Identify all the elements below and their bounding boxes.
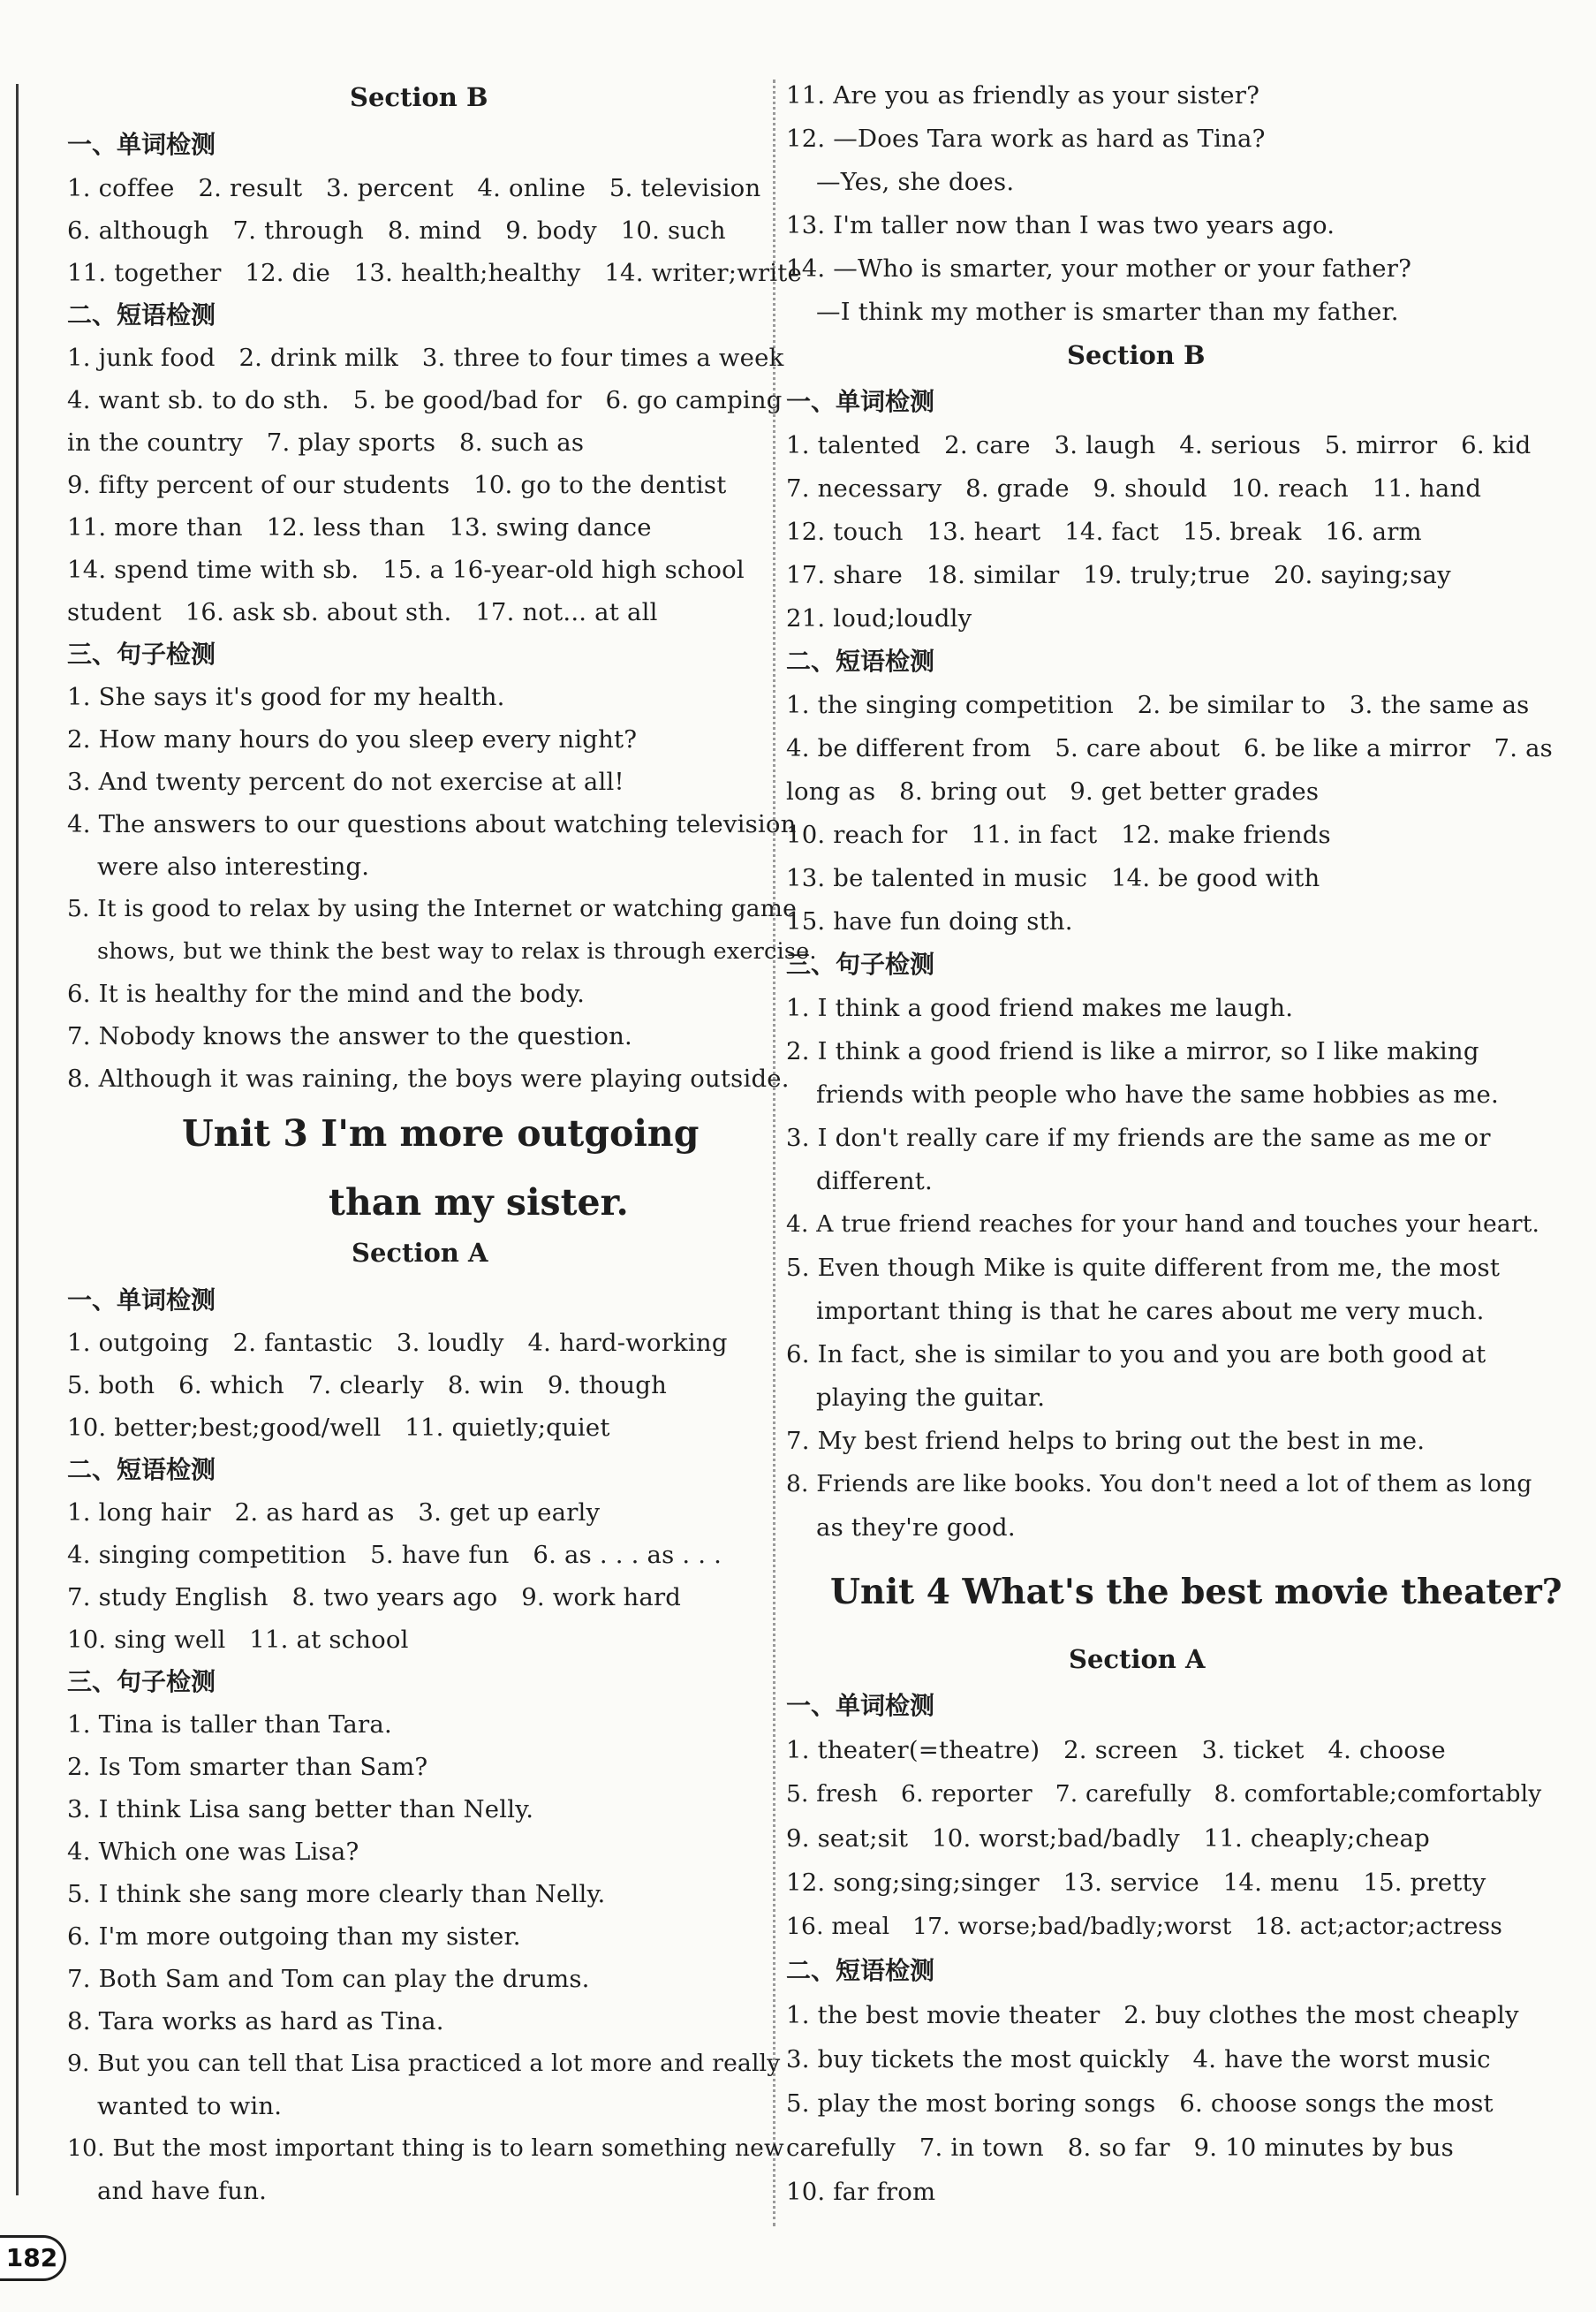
heading-word-test: 一、单词检测 (786, 1691, 935, 1720)
answer-line: 5. both 6. which 7. clearly 8. win 9. though (67, 1371, 668, 1399)
answer-line: 7. Both Sam and Tom can play the drums. (67, 1965, 590, 1993)
answer-line: 3. I think Lisa sang better than Nelly. (67, 1795, 534, 1823)
answer-line: 3. I don't really care if my friends are the same as me or (786, 1124, 1491, 1152)
answer-line: 10. better;best;good/well 11. quietly;quiet (67, 1414, 610, 1442)
answer-line: important thing is that he cares about me very much. (816, 1297, 1485, 1325)
answer-line: 14. —Who is smarter, your mother or your father? (786, 254, 1412, 283)
answer-line: 12. song;sing;singer 13. service 14. menu 15. pretty (786, 1869, 1486, 1897)
answer-line: 1. long hair 2. as hard as 3. get up early (67, 1498, 601, 1527)
heading-phrase-test: 二、短语检测 (786, 1956, 935, 1985)
heading-sentence-test: 三、句子检测 (786, 950, 935, 979)
answer-line: 1. She says it's good for my health. (67, 683, 505, 711)
answer-line: 10. reach for 11. in fact 12. make friends (786, 821, 1331, 849)
answer-line: different. (816, 1167, 933, 1195)
heading-phrase-test: 二、短语检测 (67, 300, 216, 330)
answer-line: 6. It is healthy for the mind and the body. (67, 980, 586, 1008)
answer-line: 2. Is Tom smarter than Sam? (67, 1753, 428, 1781)
answer-line: 11. Are you as friendly as your sister? (786, 81, 1260, 110)
section-title: Section B (350, 82, 488, 112)
answer-line: 4. singing competition 5. have fun 6. as . . . as . . . (67, 1541, 722, 1569)
answer-line: 1. talented 2. care 3. laugh 4. serious 5. mirror 6. kid (786, 431, 1532, 459)
answer-line: 2. How many hours do you sleep every night? (67, 725, 638, 754)
answer-line: 2. I think a good friend is like a mirror, so I like making (786, 1037, 1479, 1065)
heading-word-test: 一、单词检测 (786, 387, 935, 416)
answer-line: long as 8. bring out 9. get better grades (786, 777, 1320, 806)
heading-word-test: 一、单词检测 (67, 1285, 216, 1315)
answer-line: 1. Tina is taller than Tara. (67, 1710, 392, 1739)
answer-line: 7. necessary 8. grade 9. should 10. reach 11. hand (786, 474, 1482, 503)
answer-line: 6. although 7. through 8. mind 9. body 10. such (67, 216, 726, 245)
answer-line: were also interesting. (97, 853, 370, 881)
answer-line: 8. Although it was raining, the boys were playing outside. (67, 1065, 790, 1093)
answer-line: 3. And twenty percent do not exercise at all! (67, 768, 624, 796)
answer-line: 9. seat;sit 10. worst;bad/badly 11. cheaply;cheap (786, 1824, 1430, 1853)
answer-line: in the country 7. play sports 8. such as (67, 428, 585, 457)
answer-line: carefully 7. in town 8. so far 9. 10 minutes by bus (786, 2134, 1454, 2162)
answer-line: 5. fresh 6. reporter 7. carefully 8. comfortable;comfortably (786, 1780, 1542, 1808)
answer-line: as they're good. (816, 1513, 1016, 1542)
unit-title: Unit 3 I'm more outgoing (182, 1112, 700, 1155)
answer-line: 6. In fact, she is similar to you and you are both good at (786, 1340, 1486, 1368)
answer-line: 10. far from (786, 2178, 936, 2206)
answer-line: 12. —Does Tara work as hard as Tina? (786, 125, 1266, 153)
answer-line: 7. My best friend helps to bring out the best in me. (786, 1427, 1426, 1455)
unit-title: Unit 4 What's the best movie theater? (830, 1572, 1562, 1612)
answer-line: wanted to win. (97, 2092, 283, 2120)
answer-line: 11. more than 12. less than 13. swing dance (67, 513, 652, 542)
heading-word-test: 一、单词检测 (67, 130, 216, 159)
answer-line: 11. together 12. die 13. health;healthy 14. writer;write (67, 259, 803, 287)
answer-line: student 16. ask sb. about sth. 17. not... at all (67, 598, 658, 626)
answer-line: 8. Friends are like books. You don't need a lot of them as long (786, 1470, 1532, 1497)
answer-line: 5. play the most boring songs 6. choose songs the most (786, 2089, 1494, 2118)
answer-line: 13. be talented in music 14. be good with (786, 864, 1320, 892)
answer-line: 14. spend time with sb. 15. a 16-year-old high school (67, 556, 745, 584)
page-number: 182 (0, 2235, 66, 2281)
answer-line: 3. buy tickets the most quickly 4. have the worst music (786, 2045, 1491, 2073)
answer-line: 5. It is good to relax by using the Internet or watching game (67, 895, 797, 922)
answer-line: 1. junk food 2. drink milk 3. three to four times a week (67, 344, 784, 372)
answer-line: playing the guitar. (816, 1383, 1046, 1412)
answer-line: 4. want sb. to do sth. 5. be good/bad for 6. go camping (67, 386, 783, 414)
left-margin-rule (16, 84, 19, 2195)
answer-line: 1. I think a good friend makes me laugh. (786, 994, 1294, 1022)
unit-title-continued: than my sister. (329, 1181, 629, 1224)
section-title: Section B (1067, 340, 1206, 370)
answer-line: 10. sing well 11. at school (67, 1626, 409, 1654)
section-title: Section A (1069, 1644, 1206, 1674)
answer-line: 1. coffee 2. result 3. percent 4. online 5. television (67, 174, 761, 202)
answer-line: 7. Nobody knows the answer to the question. (67, 1022, 632, 1050)
answer-line: 1. outgoing 2. fantastic 3. loudly 4. hard-working (67, 1329, 728, 1357)
answer-line: 9. But you can tell that Lisa practiced a lot more and really (67, 2050, 781, 2077)
answer-line: 4. The answers to our questions about watching television (67, 810, 797, 838)
answer-line: shows, but we think the best way to relax is through exercise. (97, 938, 817, 965)
answer-line: 8. Tara works as hard as Tina. (67, 2007, 444, 2035)
answer-line: 5. I think she sang more clearly than Nelly. (67, 1880, 606, 1908)
answer-line: 4. Which one was Lisa? (67, 1838, 359, 1866)
heading-sentence-test: 三、句子检测 (67, 1667, 216, 1696)
answer-line: 17. share 18. similar 19. truly;true 20. saying;say (786, 561, 1451, 589)
answer-line: 21. loud;loudly (786, 604, 972, 633)
answer-line: and have fun. (97, 2177, 268, 2205)
answer-line: 6. I'm more outgoing than my sister. (67, 1922, 521, 1951)
answer-line: 7. study English 8. two years ago 9. work hard (67, 1583, 682, 1611)
section-title: Section A (352, 1238, 488, 1268)
answer-line: 5. Even though Mike is quite different from me, the most (786, 1254, 1501, 1282)
heading-phrase-test: 二、短语检测 (67, 1455, 216, 1484)
answer-line: 13. I'm taller now than I was two years ago. (786, 211, 1335, 239)
heading-sentence-test: 三、句子检测 (67, 640, 216, 669)
answer-line: —Yes, she does. (816, 168, 1015, 196)
heading-phrase-test: 二、短语检测 (786, 647, 935, 676)
answer-line: 12. touch 13. heart 14. fact 15. break 16. arm (786, 518, 1422, 546)
answer-line: friends with people who have the same hobbies as me. (816, 1080, 1499, 1109)
answer-line: 1. the singing competition 2. be similar to 3. the same as (786, 691, 1530, 719)
answer-line: 1. the best movie theater 2. buy clothes the most cheaply (786, 2001, 1519, 2029)
answer-line: 9. fifty percent of our students 10. go to the dentist (67, 471, 727, 499)
answer-line: 16. meal 17. worse;bad/badly;worst 18. act;actor;actress (786, 1913, 1503, 1940)
answer-line: —I think my mother is smarter than my father. (816, 298, 1399, 326)
answer-line: 4. A true friend reaches for your hand and touches your heart. (786, 1210, 1540, 1238)
answer-line: 10. But the most important thing is to learn something new (67, 2134, 784, 2162)
answer-line: 1. theater(=theatre) 2. screen 3. ticket 4. choose (786, 1736, 1446, 1764)
answer-line: 4. be different from 5. care about 6. be like a mirror 7. as (786, 734, 1553, 762)
answer-line: 15. have fun doing sth. (786, 907, 1073, 936)
